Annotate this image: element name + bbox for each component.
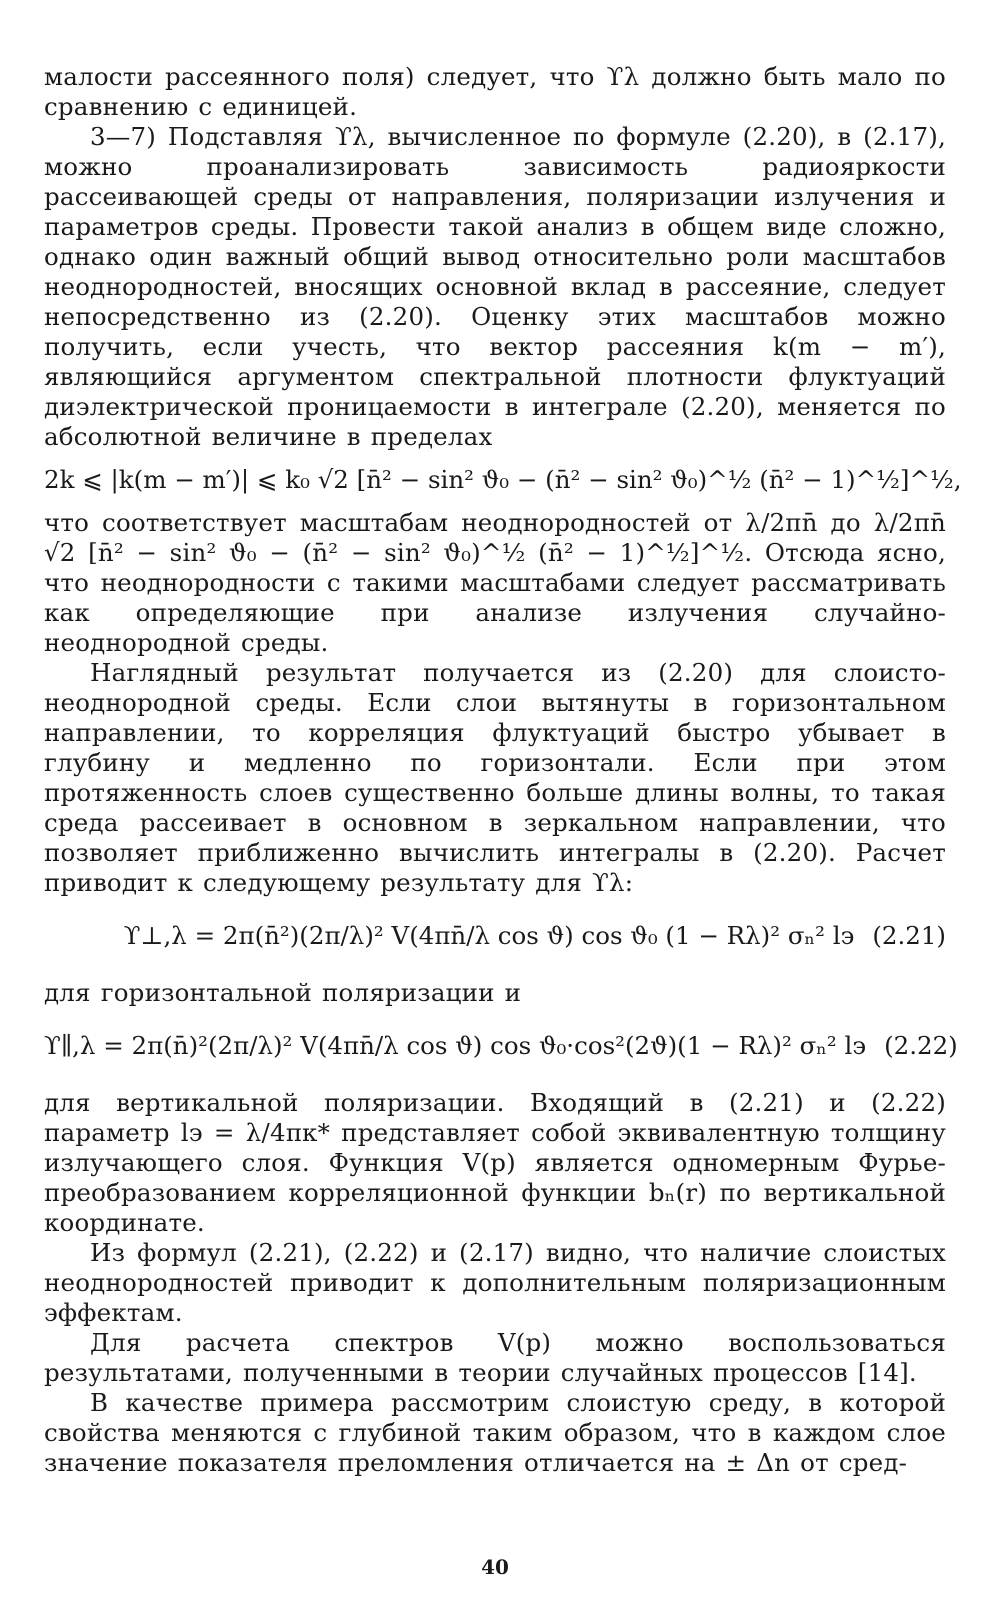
paragraph-8: Для расчета спектров V(p) можно воспользоваться результатами, полученными в теории случайных процессов [14]. [44,1328,946,1387]
paragraph-5: для горизонтальной поляризации и [44,978,522,1007]
paragraph-3: что соответствует масштабам неоднородностей от λ/2πn̄ до λ/2πn̄ √2 [n̄² − sin² ϑ₀ − (n̄² − sin² ϑ₀)^½ (n̄² − 1)^½]^½. Отсюда ясно, что неоднородности с такими масштабами следует рассматривать как определяющие при анализе излучения случайно-неоднородной среды. [44,508,946,657]
page-number: 40 [481,1555,509,1579]
formula-2-22-expression: ϒ∥,λ = 2π(n̄)²(2π/λ)² V(4πn̄/λ cos ϑ) cos ϑ₀·cos²(2ϑ)(1 − Rλ)² σₙ² lэ [44,1031,867,1060]
paragraph-4: Наглядный результат получается из (2.20) для слоисто-неоднородной среды. Если слои вытянуты в горизонтальном направлении, то корреляция флуктуаций быстро убывает в глубину и медленно по горизонтали. Если при этом протяженность слоев существенно больше длины волны, то такая среда рассеивает в основном в зеркальном направлении, что позволяет приближенно вычислить интегралы в (2.20). Расчет приводит к следующему результату для ϒλ: [44,658,946,897]
paragraph-7: Из формул (2.21), (2.22) и (2.17) видно, что наличие слоистых неоднородностей приводит к дополнительным поляризационным эффектам. [44,1238,946,1327]
paragraph-1: малости рассеянного поля) следует, что ϒλ должно быть мало по сравнению с единицей. [44,62,946,121]
formula-2-21 [44,918,946,954]
body-text-4 [44,1088,946,1478]
paragraph-6: для вертикальной поляризации. Входящий в (2.21) и (2.22) параметр lэ = λ/4πκ* представляет собой эквивалентную толщину излучающего слоя. Функция V(p) является одномерным Фурье-преобразованием корреляционной функции bₙ(r) по вертикальной координате. [44,1088,946,1237]
body-text-3 [44,978,946,1008]
paragraph-2: 3—7) Подставляя ϒλ, вычисленное по формуле (2.20), в (2.17), можно проанализировать зависимость радиояркости рассеивающей среды от направления, поляризации излучения и параметров среды. Провести такой анализ в общем виде сложно, однако один важный общий вывод относительно роли масштабов неоднородностей, вносящих основной вклад в рассеяние, следует непосредственно из (2.20). Оценку этих масштабов можно получить, если учесть, что вектор рассеяния k(m − m′), являющийся аргументом спектральной плотности флуктуаций диэлектрической проницаемости в интеграле (2.20), меняется по абсолютной величине в пределах [44,122,946,451]
formula-2-21-number: (2.21) [872,921,946,950]
formula-2-22 [44,1028,958,1064]
paragraph-9: В качестве примера рассмотрим слоистую среду, в которой свойства меняются с глубиной таким образом, что в каждом слое значение показателя преломления отличается на ± Δn от сред- [44,1388,946,1477]
formula-inequality: 2k ⩽ |k(m − m′)| ⩽ k₀ √2 [n̄² − sin² ϑ₀ − (n̄² − sin² ϑ₀)^½ (n̄² − 1)^½]^½, [44,465,962,494]
body-text-2 [44,508,946,898]
formula-2-21-expression: ϒ⊥,λ = 2π(n̄²)(2π/λ)² V(4πn̄/λ cos ϑ) cos ϑ₀ (1 − Rλ)² σₙ² lэ [123,921,855,950]
body-text [44,62,946,452]
formula-2-22-number: (2.22) [884,1031,958,1060]
